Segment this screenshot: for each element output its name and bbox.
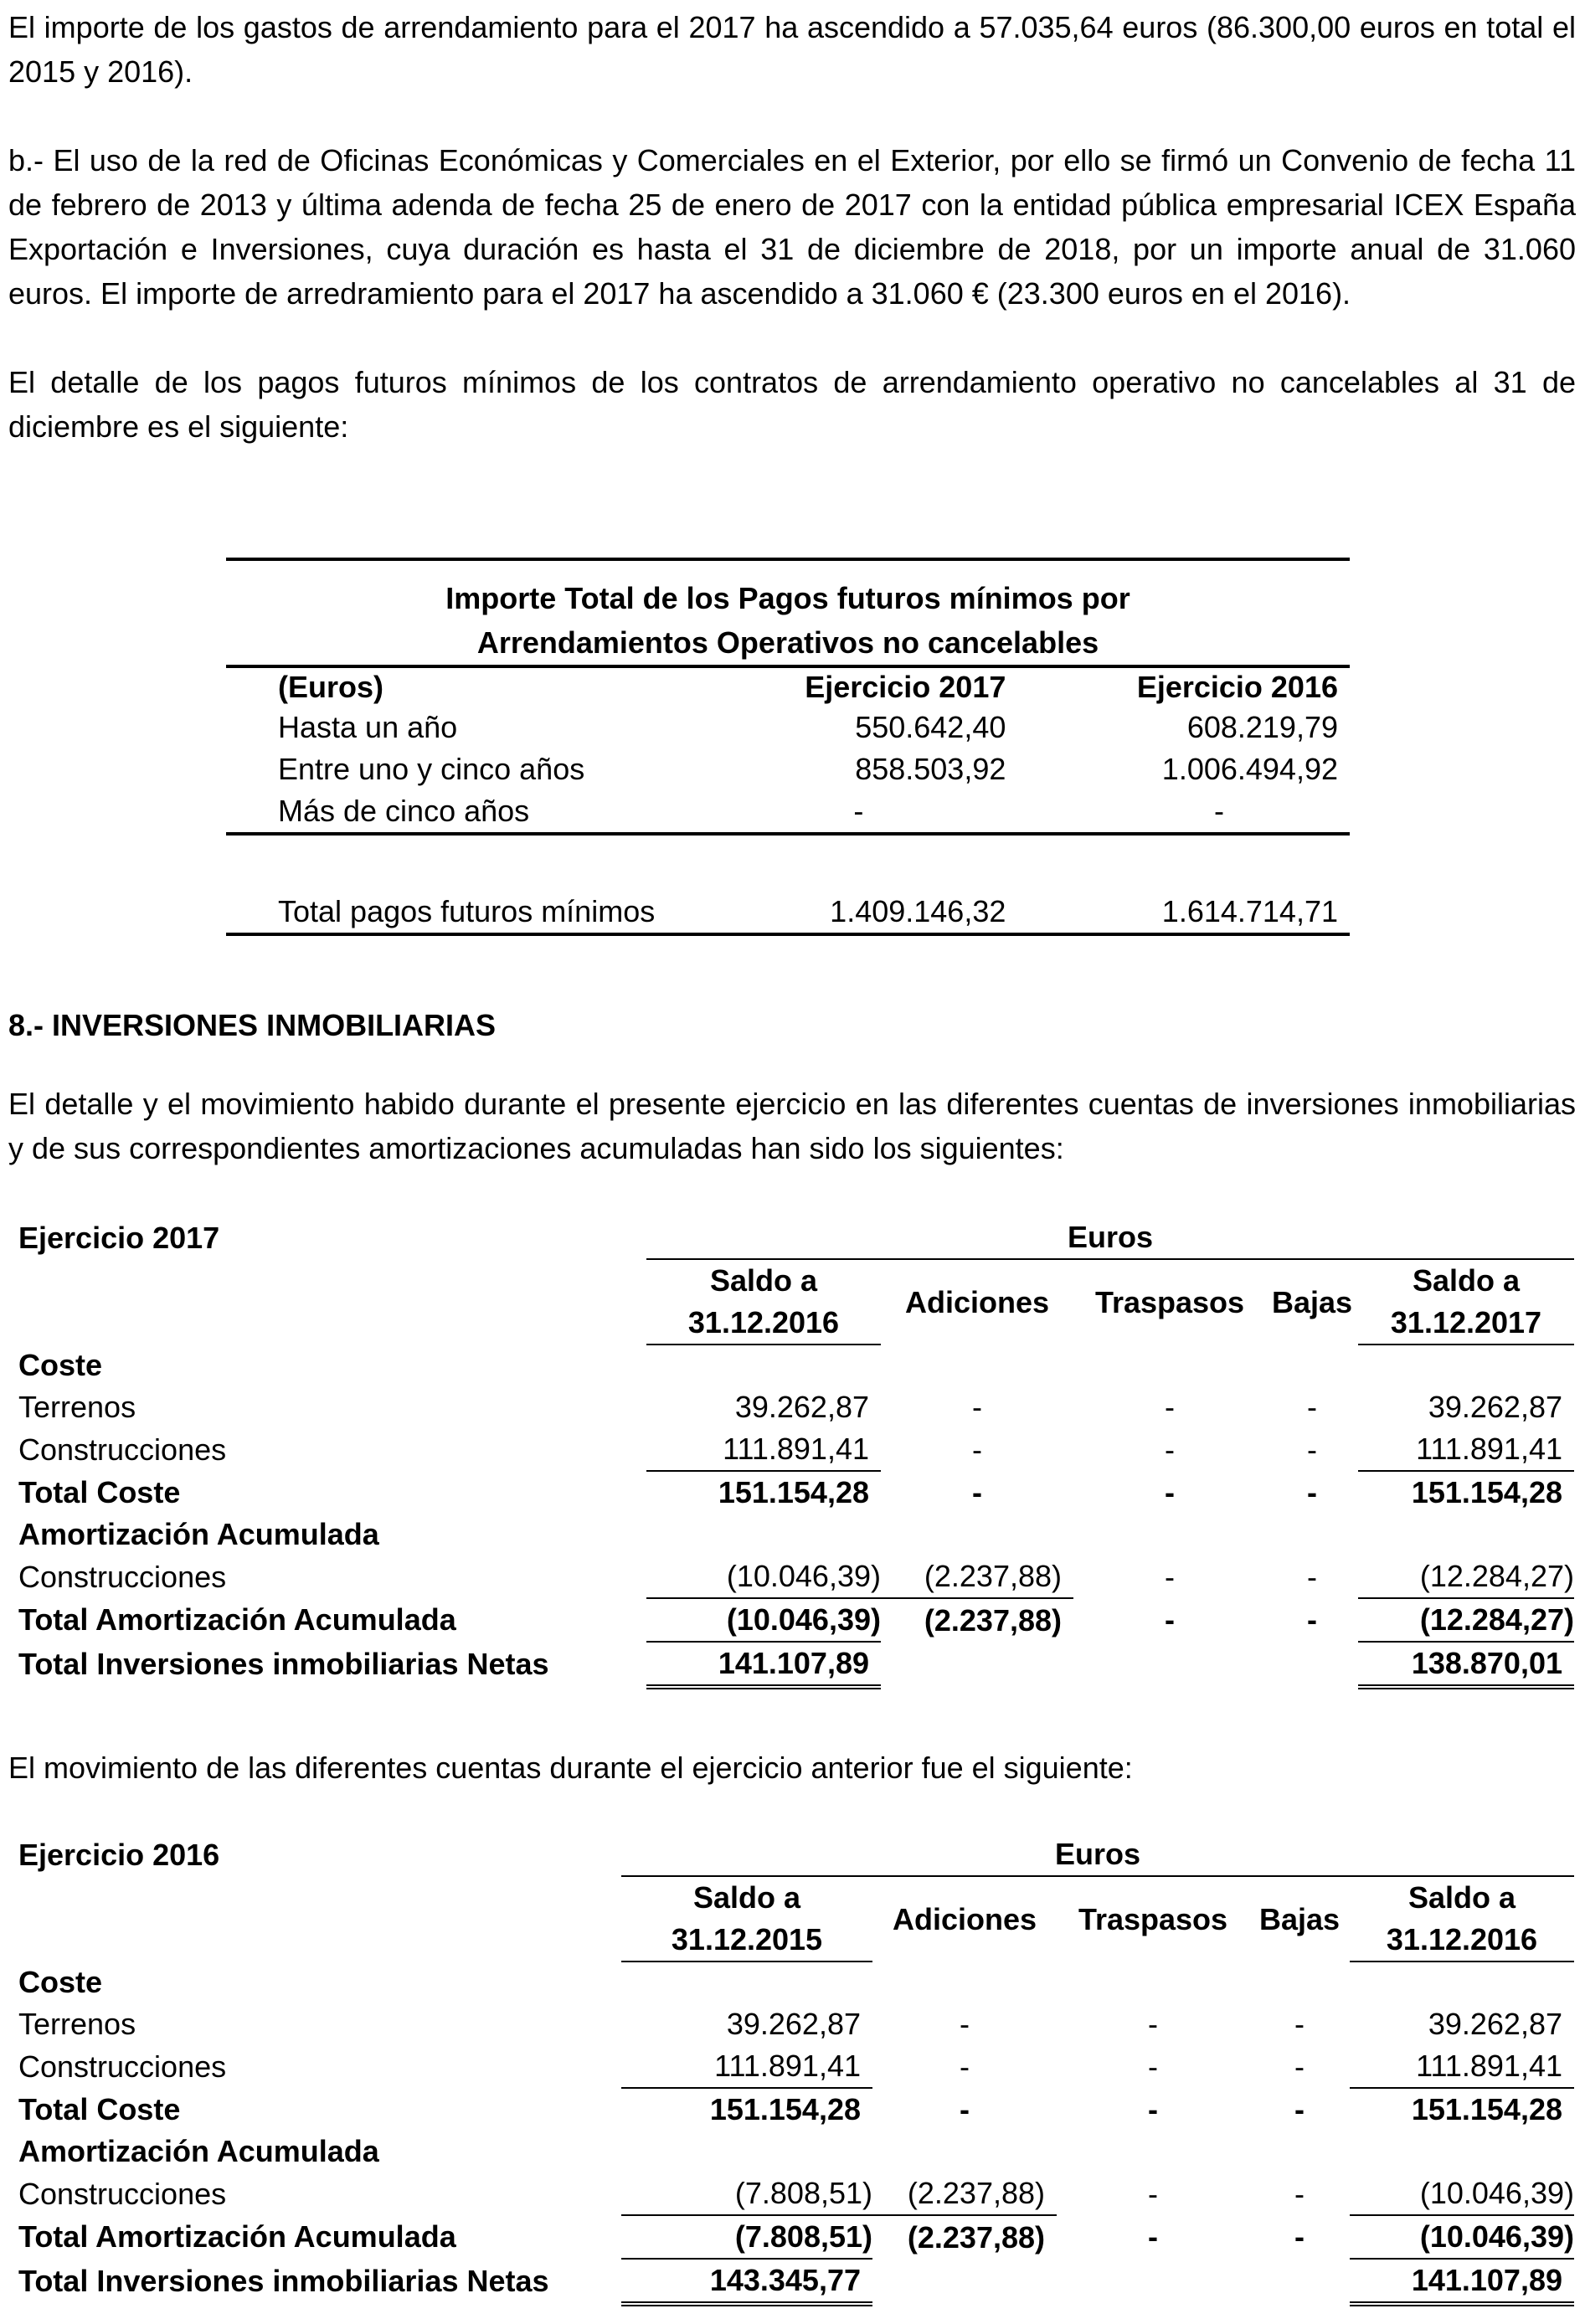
cell-2017: 550.642,40 [855,710,1006,744]
between-text: El movimiento de las diferentes cuentas durante el ejercicio anterior fue el siguiente: [8,1751,1133,1785]
row-label: Terrenos [18,2007,136,2041]
cell-2016: 1.006.494,92 [1161,752,1338,786]
cell-fin: (10.046,39) [1419,2219,1574,2254]
cell-fin: 151.154,28 [1411,2092,1562,2126]
cell-bajas: - [1294,2049,1305,2084]
cell-adic: - [960,2091,970,2126]
cell-bajas: - [1294,2091,1305,2126]
cell-2016: - [1214,794,1224,828]
cell-ini: (10.046,39) [726,1602,881,1637]
row-label: Total Amortización Acumulada [18,2219,456,2254]
future-payments-table [226,558,1350,936]
header-row-1 [18,1216,1574,1259]
cell-2017: - [853,794,864,828]
euros-label: Euros [1054,1837,1141,1871]
fecha-inicial: 31.12.2016 [646,1302,881,1345]
cell-fin: 39.262,87 [1428,1390,1562,1424]
row-label: Total Coste [18,2091,181,2126]
cell-fin: (12.284,27) [1419,1602,1574,1637]
row-label: Terrenos [18,1390,136,1424]
cell-trasp: - [1165,1432,1175,1467]
row-label: Total Amortización Acumulada [18,1602,456,1637]
cell-fin: 111.891,41 [1350,2045,1574,2088]
table-row [18,2172,1574,2215]
cell-trasp: - [1148,2091,1158,2126]
cell-ini: 39.262,87 [726,2007,861,2041]
total-coste-row [18,2088,1574,2131]
total-label: Total pagos futuros mínimos [226,891,655,934]
cell-ini: (7.808,51) [734,2219,872,2254]
cell-adic: - [960,2049,970,2084]
cell-adic: - [972,1474,982,1509]
cell-trasp: - [1148,2176,1158,2211]
cell-adic: (2.237,88) [872,2172,1057,2215]
investments-2016-grid [18,1833,1574,2306]
column-2016: Ejercicio 2016 [1136,670,1338,704]
document-page [8,5,1576,449]
cell-bajas: - [1294,2219,1305,2254]
investments-2017-grid [18,1216,1574,1689]
table-title [226,561,1350,665]
total-netas-row [18,2259,1574,2304]
amortizacion-heading-row [18,2131,1574,2172]
cell-adic: (2.237,88) [881,1555,1073,1598]
adiciones-label: Adiciones [872,1876,1057,1962]
ejercicio-label: Ejercicio 2016 [18,1837,220,1872]
table-row [18,2045,1574,2088]
header-row-1 [18,1833,1574,1876]
paragraph-future-payments-intro: El detalle de los pagos futuros mínimos de los contratos de arrendamiento operativo no cancelables al 31 de diciembre es el siguiente: [8,365,1576,444]
table-row [18,2003,1574,2045]
cell-adic: - [960,2007,970,2041]
cell-trasp: - [1148,2049,1158,2084]
saldo-final-label: Saldo a [1350,1876,1574,1919]
total-amortizacion-row [18,1598,1574,1642]
cell-trasp: - [1148,2007,1158,2041]
ejercicio-label: Ejercicio 2017 [18,1220,220,1255]
amortizacion-heading: Amortización Acumulada [18,1517,379,1551]
table-row [226,748,1350,790]
cell-adic: - [972,1432,982,1467]
future-payments-grid [226,668,1350,936]
traspasos-label: Traspasos [1073,1259,1266,1345]
saldo-inicial-label: Saldo a [621,1876,872,1919]
row-label: Construcciones [18,2049,227,2084]
cell-bajas: - [1307,1602,1317,1637]
saldo-final-label: Saldo a [1358,1259,1574,1302]
cell-trasp: - [1165,1390,1175,1424]
table-header-row [226,668,1350,707]
cell-adic: - [972,1390,982,1424]
column-2017: Ejercicio 2017 [805,670,1006,704]
total-amortizacion-row [18,2215,1574,2259]
row-label: Construcciones [18,2176,227,2211]
cell-trasp: - [1148,2219,1158,2254]
table-row [226,790,1350,834]
table-row [18,1428,1574,1471]
row-label: Entre uno y cinco años [278,752,585,786]
coste-heading-row [18,1962,1574,2003]
cell-fin: (10.046,39) [1350,2172,1574,2215]
cell-bajas: - [1307,1474,1317,1509]
row-label: Construcciones [18,1559,227,1594]
bajas-label: Bajas [1249,1876,1350,1962]
cell-bajas: - [1307,1390,1317,1424]
cell-fin: 151.154,28 [1411,1475,1562,1509]
row-label: Construcciones [18,1432,227,1467]
adiciones-label: Adiciones [881,1259,1073,1345]
cell-fin: 111.891,41 [1358,1428,1574,1471]
header-row-2 [18,1259,1574,1302]
cell-trasp: - [1165,1602,1175,1637]
amortizacion-heading: Amortización Acumulada [18,2134,379,2168]
table-row [18,1386,1574,1428]
section-heading: 8.- INVERSIONES INMOBILIARIAS [8,1008,497,1042]
row-label: Total Inversiones inmobiliarias Netas [18,1647,549,1681]
cell-fin: (12.284,27) [1358,1555,1574,1598]
coste-heading-row [18,1345,1574,1386]
cell-2017: 858.503,92 [855,752,1006,786]
row-label: Hasta un año [278,710,458,744]
column-unit: (Euros) [278,670,383,704]
total-netas-row [18,1642,1574,1687]
cell-ini: 143.345,77 [621,2259,872,2304]
cell-fin: 141.107,89 [1350,2259,1574,2304]
cell-2016: 608.219,79 [1186,710,1338,744]
row-label: Total Inversiones inmobiliarias Netas [18,2264,549,2298]
cell-adic: (2.237,88) [924,1602,1062,1638]
section-intro: El detalle y el movimiento habido durante el presente ejercicio en las diferentes cuentas de inversiones inmobiliarias y de sus correspondientes amortizaciones acumuladas han sido los siguientes: [8,1087,1576,1165]
coste-heading: Coste [18,1348,103,1382]
fecha-final: 31.12.2017 [1358,1302,1574,1345]
table-total-row [226,891,1350,934]
cell-fin: 39.262,87 [1428,2007,1562,2041]
cell-ini: 111.891,41 [621,2045,872,2088]
row-label: Total Coste [18,1474,181,1509]
cell-ini: (10.046,39) [646,1555,881,1598]
table-title-line1: Importe Total de los Pagos futuros mínimos por [445,581,1130,615]
table-separator [226,834,1350,891]
cell-ini: 141.107,89 [646,1642,881,1687]
cell-trasp: - [1165,1559,1175,1594]
cell-ini: 39.262,87 [734,1390,869,1424]
traspasos-label: Traspasos [1057,1876,1249,1962]
table-row [18,1555,1574,1598]
cell-bajas: - [1307,1559,1317,1594]
fecha-final: 31.12.2016 [1350,1919,1574,1962]
cell-fin: 138.870,01 [1358,1642,1574,1687]
euros-label: Euros [1067,1220,1154,1254]
total-coste-row [18,1471,1574,1514]
saldo-inicial-label: Saldo a [646,1259,881,1302]
cell-ini: (7.808,51) [621,2172,872,2215]
investments-2016-table [18,1833,1574,2306]
amortizacion-heading-row [18,1514,1574,1555]
cell-bajas: - [1307,1432,1317,1467]
cell-trasp: - [1165,1474,1175,1509]
paragraph-lease-expenses: El importe de los gastos de arrendamiento para el 2017 ha ascendido a 57.035,64 euros (86.300,00 euros en total el 2015 y 2016). [8,10,1576,89]
bajas-label: Bajas [1266,1259,1358,1345]
paragraph-icex-agreement: b.- El uso de la red de Oficinas Económicas y Comerciales en el Exterior, por ello se firmó un Convenio de fecha 11 de febrero de 2013 y última adenda de fecha 25 de enero de 2017 con la entidad pública empresarial ICEX España Exportación e Inversiones, cuya duración es hasta el 31 de diciembre de 2018, por un importe anual de 31.060 euros. El importe de arredramiento para el 2017 ha ascendido a 31.060 € (23.300 euros en el 2016). [8,143,1576,311]
cell-bajas: - [1294,2176,1305,2211]
total-2017: 1.409.146,32 [655,891,1006,934]
cell-bajas: - [1294,2007,1305,2041]
fecha-inicial: 31.12.2015 [621,1919,872,1962]
table-title-line2: Arrendamientos Operativos no cancelables [476,625,1099,660]
total-2016: 1.614.714,71 [1006,891,1350,934]
investments-2017-table [18,1216,1574,1689]
cell-adic: (2.237,88) [907,2219,1045,2255]
cell-ini: 151.154,28 [709,2092,861,2126]
row-label: Más de cinco años [278,794,530,828]
cell-ini: 111.891,41 [646,1428,881,1471]
header-row-2 [18,1876,1574,1919]
coste-heading: Coste [18,1965,103,1999]
table-row [226,707,1350,748]
cell-ini: 151.154,28 [718,1475,869,1509]
